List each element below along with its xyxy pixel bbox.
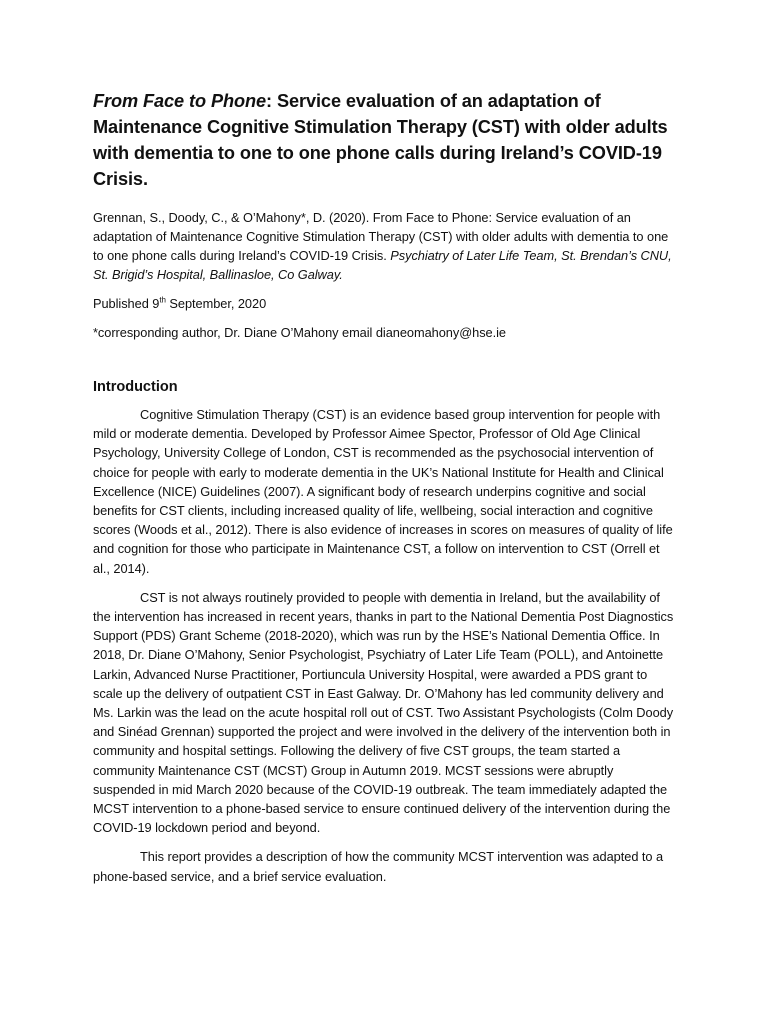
introduction-paragraph: CST is not always routinely provided to people with dementia in Ireland, but the availability of the intervention has increased in recent years, thanks in part to the National Dementia Post Diagnostics Support (PDS) Grant Scheme (2018-2020), which was run by the HSE’s National Dementia Office. In 2018, Dr. Diane O’Mahony, Senior Psychologist, Psychiatry of Later Life Team (POLL), and Antoinette Larkin, Advanced Nurse Practitioner, Portiuncula University Hospital, were awarded a PDS grant to scale up the delivery of outpatient CST in East Galway. Dr. O’Mahony has led community delivery and Ms. Larkin was the lead on the acute hospital roll out of CST. Two Assistant Psychologists (Colm Doody and Sinéad Grennan) supported the project and were involved in the delivery of the intervention both in community and hospital settings. Following the delivery of five CST groups, the team started a community Maintenance CST (MCST) Group in Autumn 2019. MCST sessions were abruptly suspended in mid March 2020 because of the COVID-19 outbreak. The team immediately adapted the MCST intervention to a phone-based service to ensure continued delivery of the intervention during the COVID-19 lockdown period and beyond. — [93, 589, 674, 836]
introduction-paragraph: This report provides a description of how the community MCST intervention was adapted to a phone-based service, and a brief service evaluation. — [93, 849, 664, 884]
citation — [93, 208, 677, 284]
introduction-paragraph: Cognitive Stimulation Therapy (CST) is an evidence based group intervention for people with mild or moderate dementia. Developed by Professor Aimee Spector, Professor of Old Age Clinical Psychology, University College of London, CST is recommended as the psychosocial intervention of choice for people with early to moderate dementia in the UK’s National Institute for Health and Clinical Excellence (NICE) Guidelines (2007). A significant body of research underpins cognitive and social benefits for CST clients, including increased quality of life, wellbeing, social interaction and cognitive scores (Woods et al., 2012). There is also evidence of increases in scores on measures of quality of life and cognition for those who participate in Maintenance CST, a follow on intervention to CST (Orrell et al., 2014). — [93, 407, 673, 576]
published-suffix: September, 2020 — [165, 296, 267, 311]
citation-source: Psychiatry of Later Life Team, St. Brendan’s CNU, St. Brigid’s Hospital, Ballinasloe, Co Galway. — [93, 248, 672, 282]
published-prefix: Published 9 — [93, 296, 160, 311]
published-sup: th — [159, 295, 166, 305]
published-date — [93, 294, 677, 313]
corresponding-author: *corresponding author, Dr. Diane O’Mahony email dianeomahony@hse.ie — [93, 325, 506, 340]
title-italic-part: From Face to Phone — [93, 91, 267, 111]
section-heading-introduction: Introduction — [93, 379, 178, 395]
title-rest: : Service evaluation of an adaptation of Maintenance Cognitive Stimulation Therapy (CST) with older adults with dementia to one to one phone calls during Ireland’s COVID-19 Crisis. — [93, 91, 668, 189]
document-page — [93, 88, 677, 896]
citation-authors: Grennan, S., Doody, C., & O’Mahony*, D. (2020). From Face to Phone: Service evaluation of an adaptation of Maintenance Cognitive Stimulation Therapy (CST) with older adults with dementia to one to one phone calls during Ireland’s COVID-19 Crisis. — [93, 210, 669, 263]
document-title — [93, 88, 677, 192]
